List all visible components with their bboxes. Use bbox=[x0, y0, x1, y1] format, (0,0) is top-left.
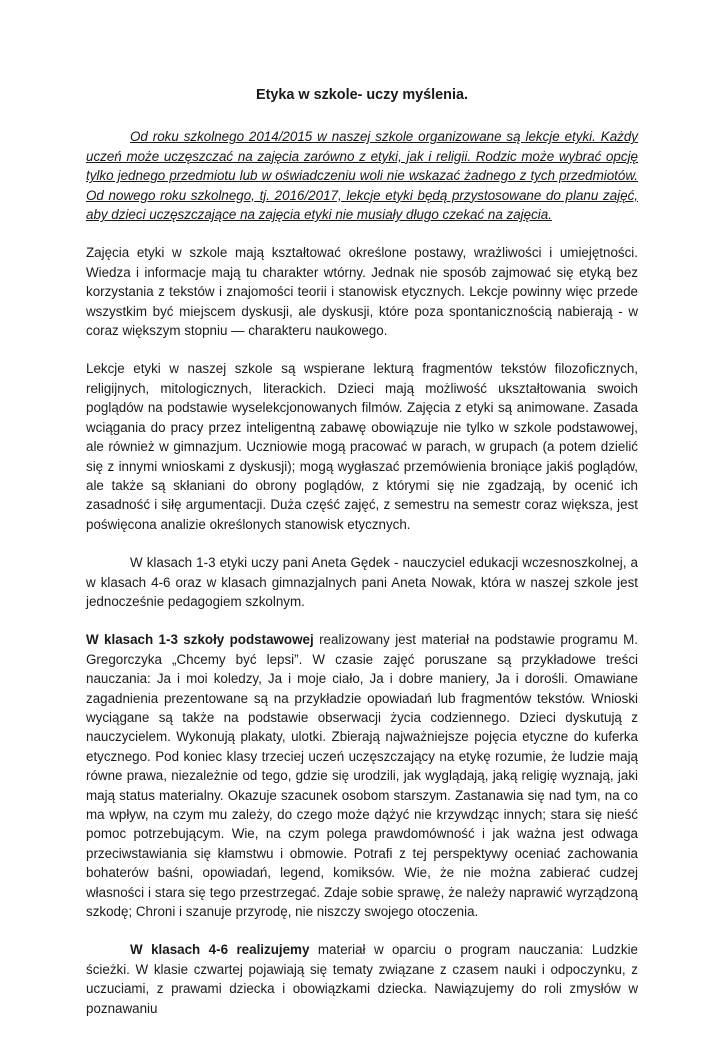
paragraph-lesson-methods: Lekcje etyki w naszej szkole są wspierane lekturą fragmentów tekstów filozoficznych, religijnych, mitologicznych, literackich. Dzieci mają możliwość ukształtowania swoich poglądów na podstawie wyselekcjonowanych filmów. Zajęcia z etyki są animowane. Zasada wciągania do pracy przez inteligentną zabawę obowiązuje nie tylko w szkole podstawowej, ale również w gimnazjum. Uczniowie mogą pracować w parach, w grupach (a potem dzielić się z innymi wnioskami z dyskusji); mogą wygłaszać przemówienia broniące jakiś poglądów, ale także są skłaniani do obrony poglądów, z którymi się nie zgadzają, by ocenić ich zasadność i siłę argumentacji. Duża część zajęć, z semestru na semestr coraz większa, jest poświęcona analizie określonych stanowisk etycznych. bbox=[86, 361, 638, 532]
paragraph-grades-4-6-body: materiał w oparciu o program nauczania: Ludzkie ścieżki. W klasie czwartej pojawiają się tematy związane z czasem nauki i odpoczynku, z uczuciami, z prawami dziecka i obowiązkami dziecka. Nawiązujemy do roli zmysłów w poznawaniu bbox=[86, 942, 638, 1016]
paragraph-grades-4-6 bbox=[86, 940, 638, 1018]
intro-paragraph: Od roku szkolnego 2014/2015 w naszej szkole organizowane są lekcje etyki. Każdy uczeń może uczęszczać na zajęcia zarówno z etyki, jak i religii. Rodzic może wybrać opcję tylko jednego przedmiotu lub w oświadczeniu woli nie wskazać żadnego z tych przedmiotów. Od nowego roku szkolnego, tj. 2016/2017, lekcje etyki będą przystosowane do planu zajęć, aby dzieci uczęszczające na zajęcia etyki nie musiały długo czekać na zajęcia. bbox=[86, 129, 638, 223]
paragraph-grades-1-3 bbox=[86, 630, 638, 921]
paragraph-grades-1-3-heading: W klasach 1-3 szkoły podstawowej bbox=[86, 632, 314, 648]
paragraph-grades-1-3-body: realizowany jest materiał na podstawie programu M. Gregorczyka „Chcemy być lepsi”. W czasie zajęć poruszane są przykładowe treści nauczania: Ja i moi koledzy, Ja i moje ciało, Ja i dobre maniery, Ja i dorośli. Omawiane zagadnienia prezentowane są na przykładzie opowiadań lub fragmentów tekstów. Wnioski wyciągane są także na podstawie obserwacji życia codziennego. Dzieci dyskutują z nauczycielem. Wykonują plakaty, ulotki. Zbierają najważniejsze pojęcia etyczne do kuferka etycznego. Pod koniec klasy trzeciej uczeń uczęszczający na etykę rozumie, że ludzie mają równe prawa, niezależnie od tego, gdzie się urodzili, jak wyglądają, jaką religię wyznają, jaki mają status materialny. Okazuje szacunek osobom starszym. Zastanawia się nad tym, na co ma wpływ, na czym mu zależy, do czego może dążyć nie krzywdząc innych; stara się nieść pomoc potrzebującym. Wie, na czym polega prawdomówność i jak ważna jest odwaga przeciwstawiania się kłamstwu i obmowie. Potrafi z tej perspektywy oceniać zachowania bohaterów baśni, opowiadań, legend, komiksów. Wie, że nie można zabierać cudzej własności i stara się tego przestrzegać. Zdaje sobie sprawę, że należy naprawić wyrządzoną szkodę; Chroni i szanuje przyrodę, nie niszczy swojego otoczenia. bbox=[86, 632, 638, 920]
paragraph-grades-4-6-heading: W klasach 4-6 realizujemy bbox=[130, 942, 310, 958]
paragraph-teachers: W klasach 1-3 etyki uczy pani Aneta Gędek - nauczyciel edukacji wczesnoszkolnej, a w klasach 4-6 oraz w klasach gimnazjalnych pani Aneta Nowak, która w naszej szkole jest jednocześnie pedagogiem szkolnym. bbox=[86, 555, 638, 609]
page-title: Etyka w szkole- uczy myślenia. bbox=[256, 87, 468, 103]
paragraph-ethics-goals: Zajęcia etyki w szkole mają kształtować określone postawy, wrażliwości i umiejętności. Wiedza i informacje mają tu charakter wtórny. Jednak nie sposób zajmować się etyką bez korzystania z tekstów i znajomości teorii i stanowisk etycznych. Lekcje powinny więc przede wszystkim być miejscem dyskusji, ale dyskusji, które poza spontanicznością nabierają - w coraz większym stopniu — charakteru naukowego. bbox=[86, 245, 638, 339]
document-page bbox=[86, 86, 638, 1037]
